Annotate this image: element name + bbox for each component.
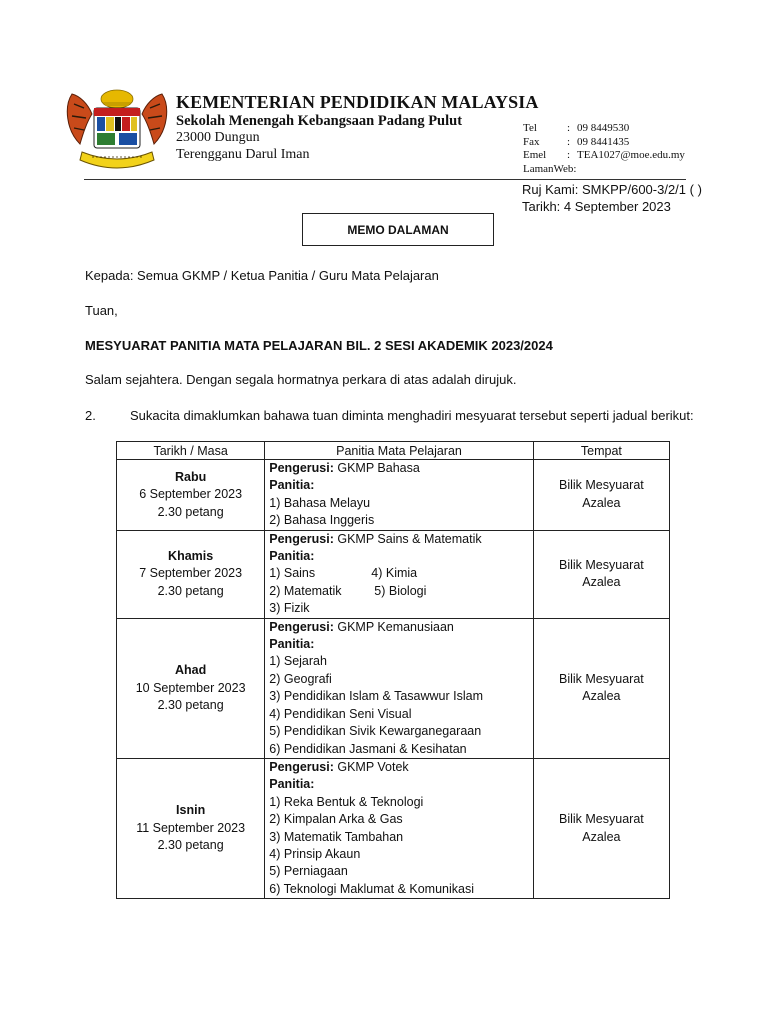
chair-value: GKMP Kemanusiaan: [333, 619, 454, 634]
subject-item: 4) Kimia: [371, 566, 418, 581]
meeting-date: 7 September 2023: [139, 566, 243, 581]
reference-number: Ruj Kami: SMKPP/600-3/2/1 ( ): [522, 182, 702, 197]
subject-item: 5) Perniagaan: [269, 864, 348, 879]
chair-label: Pengerusi:: [269, 531, 334, 546]
meeting-day: Rabu: [175, 469, 207, 484]
table-row: [117, 618, 670, 758]
chair-label: Pengerusi:: [269, 619, 334, 634]
chair-value: GKMP Votek: [333, 759, 409, 774]
subject-item: 1) Sejarah: [269, 654, 327, 669]
panel-cell: [265, 618, 533, 758]
panel-label: Panitia:: [269, 777, 315, 792]
subject-item: 1) Reka Bentuk & Teknologi: [269, 794, 424, 809]
meeting-date: 10 September 2023: [135, 680, 246, 695]
chair-label: Pengerusi:: [269, 461, 334, 475]
subject-item: 6) Pendidikan Jasmani & Kesihatan: [269, 741, 467, 756]
panel-cell: [265, 530, 533, 618]
subject-item: 3) Pendidikan Islam & Tasawwur Islam: [269, 689, 484, 704]
meeting-date: 6 September 2023: [139, 487, 243, 502]
date-cell: [117, 530, 265, 618]
place-name: Bilik Mesyuarat: [559, 671, 644, 686]
greeting-paragraph: Salam sejahtera. Dengan segala hormatnya perkara di atas adalah dirujuk.: [85, 372, 517, 387]
place-room: Azalea: [582, 829, 621, 844]
contact-email: Emel : TEA1027@moe.edu.my: [523, 149, 685, 161]
salutation: Tuan,: [85, 303, 118, 318]
meeting-date: 11 September 2023: [136, 820, 246, 835]
subject-item: 1) Sains: [269, 566, 316, 581]
date-cell: [117, 618, 265, 758]
column-header-panel: Panitia Mata Pelajaran: [265, 442, 533, 460]
school-name: Sekolah Menengah Kebangsaan Padang Pulut: [176, 113, 463, 129]
header-divider: [84, 179, 686, 180]
meeting-time: 2.30 petang: [157, 583, 224, 598]
subject-item: 2) Kimpalan Arka & Gas: [269, 812, 403, 827]
meeting-day: Isnin: [176, 803, 206, 818]
table-header-row: [117, 442, 670, 460]
panel-cell: [265, 758, 533, 898]
subject-item: 4) Pendidikan Seni Visual: [269, 706, 412, 721]
panel-label: Panitia:: [269, 549, 315, 564]
subject-item: 6) Teknologi Maklumat & Komunikasi: [269, 881, 474, 896]
column-header-date: Tarikh / Masa: [117, 442, 265, 460]
malaysia-crest-icon: [62, 86, 172, 178]
place-room: Azalea: [582, 689, 621, 704]
memo-date: Tarikh: 4 September 2023: [522, 199, 671, 214]
contact-fax: Fax : 09 8441435: [523, 135, 630, 148]
table-row: [117, 460, 670, 531]
chair-value: GKMP Sains & Matematik: [333, 531, 482, 546]
meeting-schedule-table: [116, 441, 670, 899]
place-cell: [533, 758, 669, 898]
date-cell: [117, 460, 265, 531]
memo-title-box: [302, 213, 494, 246]
place-name: Bilik Mesyuarat: [559, 812, 644, 827]
subject-item: 2) Geografi: [269, 671, 332, 686]
table-row: [117, 530, 670, 618]
table-row: [117, 758, 670, 898]
place-cell: [533, 460, 669, 531]
chair-label: Pengerusi:: [269, 759, 334, 774]
subject-item: 5) Biologi: [374, 583, 427, 598]
place-name: Bilik Mesyuarat: [559, 478, 644, 493]
ministry-title: KEMENTERIAN PENDIDIKAN MALAYSIA: [176, 92, 539, 112]
place-room: Azalea: [582, 495, 621, 510]
meeting-day: Khamis: [168, 548, 214, 563]
meeting-time: 2.30 petang: [157, 838, 224, 853]
school-state: Terengganu Darul Iman: [176, 147, 310, 162]
item-text: Sukacita dimaklumkan bahawa tuan diminta menghadiri mesyuarat tersebut seperti jadual berikut:: [130, 408, 694, 423]
subject-item: 2) Matematik: [269, 583, 342, 598]
panel-label: Panitia:: [269, 637, 315, 652]
meeting-time: 2.30 petang: [157, 504, 224, 519]
subject-item: 3) Matematik Tambahan: [269, 829, 404, 844]
subject-item: 5) Pendidikan Sivik Kewarganegaraan: [269, 724, 482, 739]
subject-item: 2) Bahasa Inggeris: [269, 513, 375, 528]
subject-item: 4) Prinsip Akaun: [269, 846, 361, 861]
chair-value: GKMP Bahasa: [333, 461, 420, 475]
subject-item: 1) Bahasa Melayu: [269, 495, 371, 510]
subject-heading: MESYUARAT PANITIA MATA PELAJARAN BIL. 2 SESI AKADEMIK 2023/2024: [85, 338, 553, 353]
meeting-day: Ahad: [175, 663, 207, 678]
meeting-time: 2.30 petang: [157, 698, 224, 713]
subject-item: 3) Fizik: [269, 601, 310, 616]
contact-tel: Tel : 09 8449530: [523, 122, 630, 134]
date-cell: [117, 758, 265, 898]
contact-website: LamanWeb:: [523, 162, 577, 175]
panel-cell: [265, 460, 533, 531]
item-number: 2.: [85, 408, 96, 423]
place-room: Azalea: [582, 575, 621, 590]
place-cell: [533, 530, 669, 618]
recipient-line: Kepada: Semua GKMP / Ketua Panitia / Guru Mata Pelajaran: [85, 268, 439, 283]
place-name: Bilik Mesyuarat: [559, 557, 644, 572]
column-header-place: Tempat: [533, 442, 669, 460]
panel-label: Panitia:: [269, 478, 315, 493]
school-postcode-city: 23000 Dungun: [176, 130, 260, 145]
contact-block: [523, 122, 685, 176]
place-cell: [533, 618, 669, 758]
memo-title: MEMO DALAMAN: [347, 222, 449, 237]
